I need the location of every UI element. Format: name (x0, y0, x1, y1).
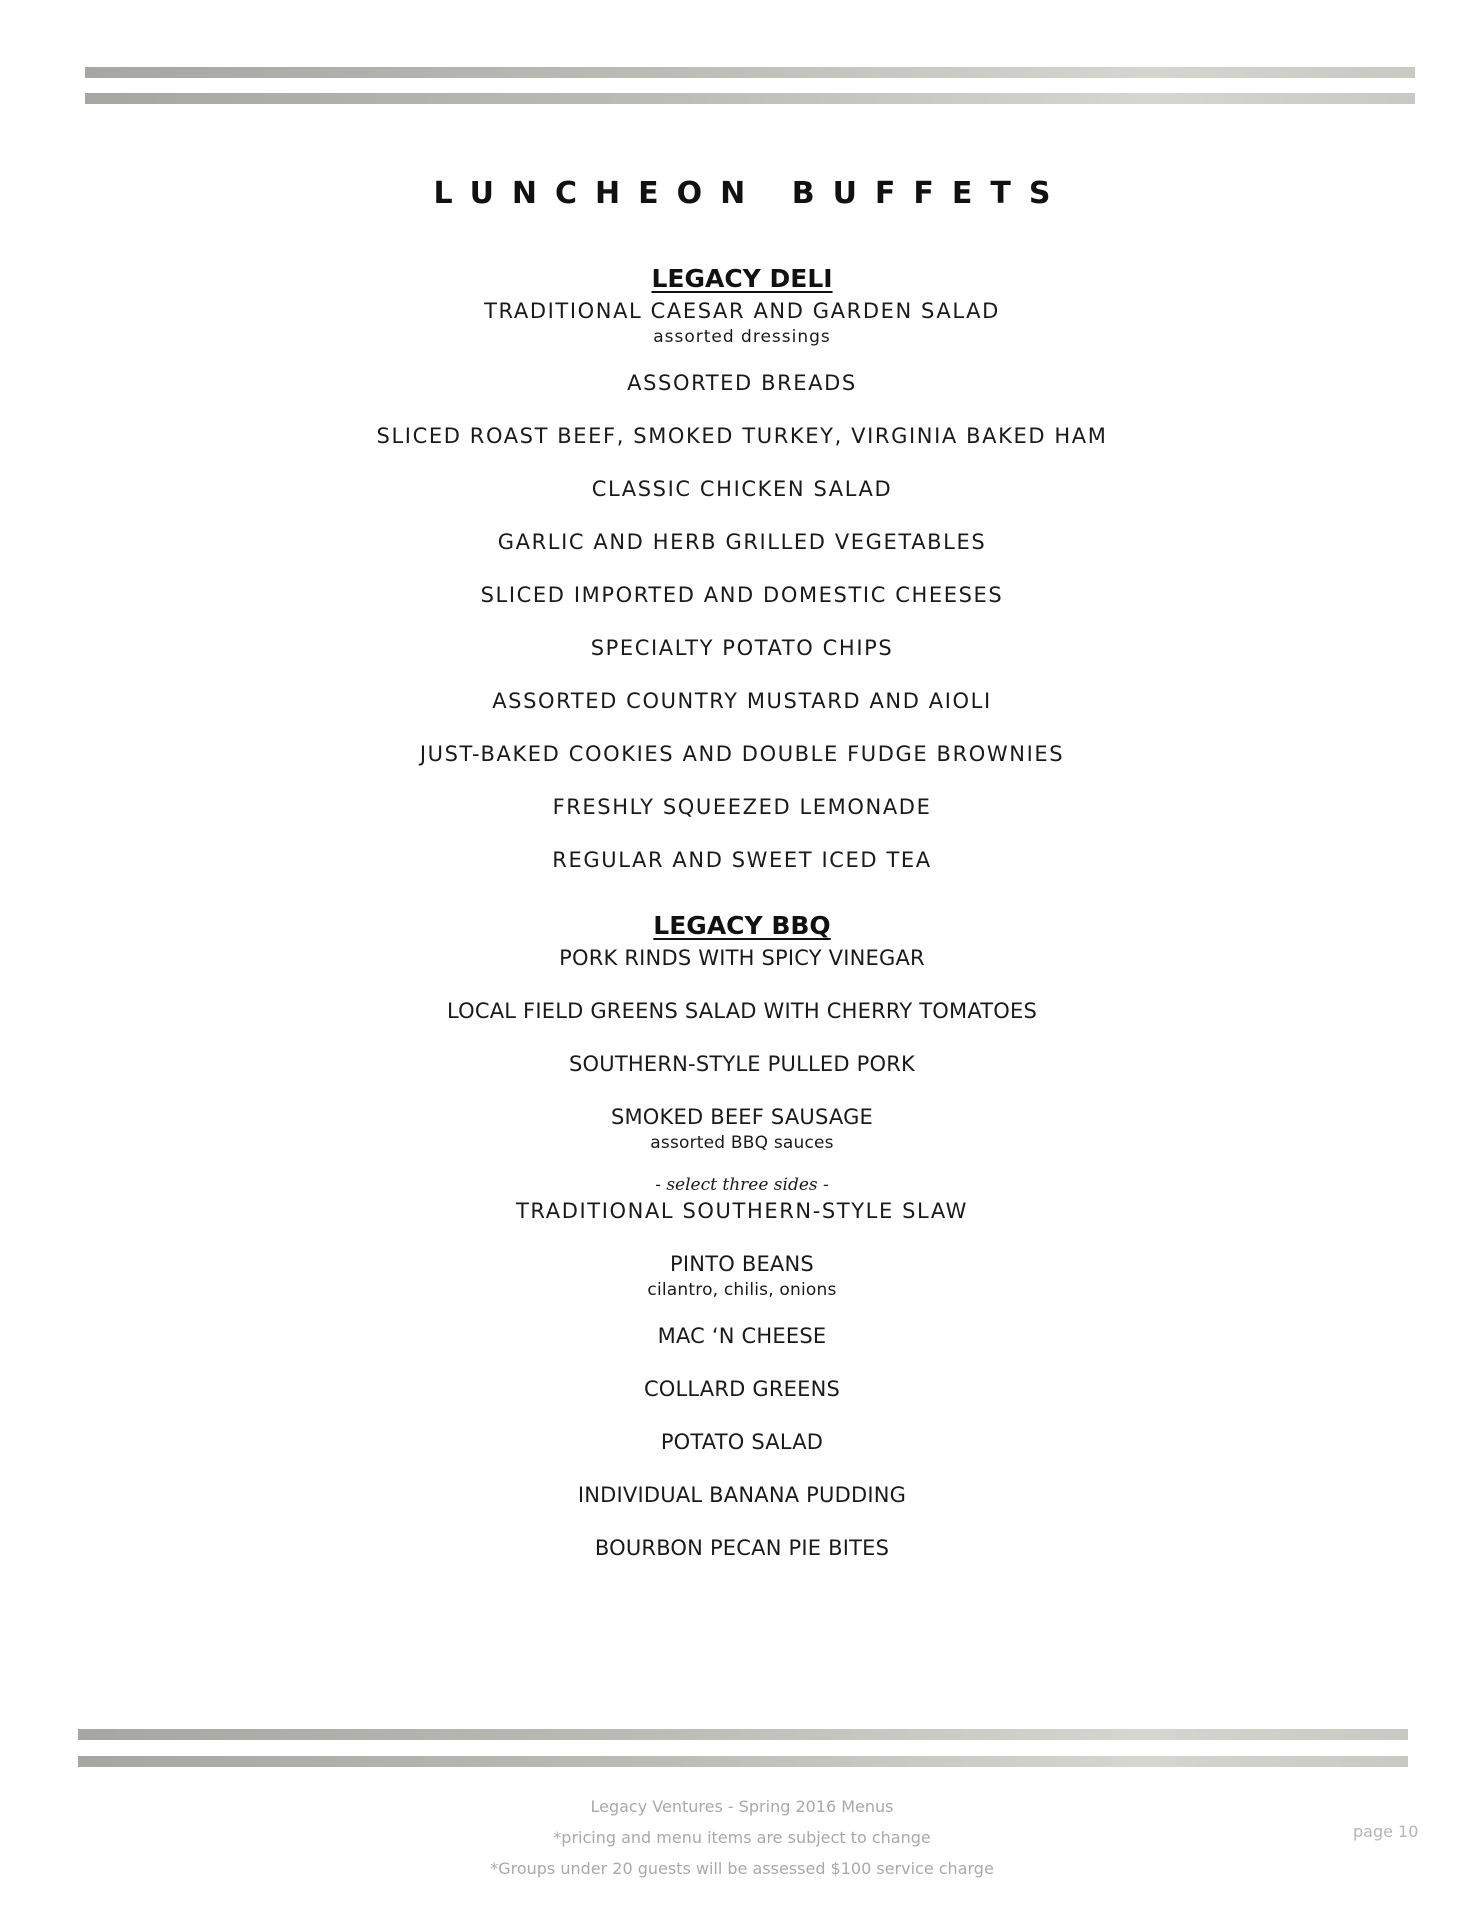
side-item-name: PINTO BEANS (670, 1252, 814, 1276)
menu-item (0, 1049, 1484, 1079)
menu-item (0, 1102, 1484, 1154)
side-item (0, 1249, 1484, 1301)
menu-item-name: ASSORTED BREADS (627, 371, 857, 395)
menu-item-name: LOCAL FIELD GREENS SALAD WITH CHERRY TOMATOES (446, 999, 1038, 1023)
menu-item (0, 686, 1484, 716)
menu-item (0, 792, 1484, 822)
menu-item (0, 739, 1484, 769)
side-item (0, 1196, 1484, 1226)
page-title: LUNCHEON BUFFETS (433, 176, 1069, 211)
menu-item-name: SLICED IMPORTED AND DOMESTIC CHEESES (480, 583, 1004, 607)
menu-content (0, 262, 1484, 1563)
side-item-name: INDIVIDUAL BANANA PUDDING (577, 1483, 907, 1507)
side-item-name: POTATO SALAD (660, 1430, 824, 1454)
side-item (0, 1427, 1484, 1457)
footer-pricing-note: *pricing and menu items are subject to change (553, 1828, 931, 1847)
menu-item-name: SMOKED BEEF SAUSAGE (610, 1105, 874, 1129)
side-item-name: BOURBON PECAN PIE BITES (594, 1536, 890, 1560)
menu-item-name: SLICED ROAST BEEF, SMOKED TURKEY, VIRGINIA BAKED HAM (376, 424, 1108, 448)
menu-item-name: FRESHLY SQUEEZED LEMONADE (552, 795, 932, 819)
bottom-decorative-bar-1 (78, 1729, 1408, 1740)
page-number: page 10 (1353, 1822, 1419, 1841)
menu-item (0, 474, 1484, 504)
menu-item (0, 633, 1484, 663)
side-item-name: COLLARD GREENS (643, 1377, 841, 1401)
menu-item-name: TRADITIONAL CAESAR AND GARDEN SALAD (484, 299, 1000, 323)
footer-service-charge-note: *Groups under 20 guests will be assessed $100 service charge (490, 1859, 994, 1878)
side-item (0, 1321, 1484, 1351)
menu-item (0, 368, 1484, 398)
footer-company-line: Legacy Ventures - Spring 2016 Menus (590, 1797, 894, 1816)
side-item-name: MAC ‘N CHEESE (657, 1324, 827, 1348)
menu-item-name: ASSORTED COUNTRY MUSTARD AND AIOLI (492, 689, 992, 713)
side-item (0, 1533, 1484, 1563)
menu-item-name: CLASSIC CHICKEN SALAD (591, 477, 893, 501)
menu-item (0, 421, 1484, 451)
menu-item-name: JUST-BAKED COOKIES AND DOUBLE FUDGE BROWNIES (419, 742, 1065, 766)
menu-item-name: SOUTHERN-STYLE PULLED PORK (569, 1052, 915, 1076)
section-title-legacy-deli: LEGACY DELI (651, 264, 833, 293)
legacy-deli-section (0, 262, 1484, 875)
menu-item-name: REGULAR AND SWEET ICED TEA (552, 848, 932, 872)
bottom-decorative-bar-2 (78, 1756, 1408, 1767)
menu-item (0, 943, 1484, 973)
menu-item-name: GARLIC AND HERB GRILLED VEGETABLES (497, 530, 987, 554)
side-item-name: TRADITIONAL SOUTHERN-STYLE SLAW (515, 1199, 968, 1223)
menu-item-name: SPECIALTY POTATO CHIPS (590, 636, 894, 660)
side-item (0, 1480, 1484, 1510)
menu-item (0, 527, 1484, 557)
menu-item (0, 296, 1484, 348)
section-title-legacy-bbq: LEGACY BBQ (653, 911, 831, 940)
top-decorative-bar-2 (85, 93, 1415, 104)
menu-item-name: PORK RINDS WITH SPICY VINEGAR (559, 946, 925, 970)
menu-item (0, 845, 1484, 875)
legacy-bbq-section (0, 909, 1484, 1563)
select-sides-note: - select three sides - (655, 1175, 829, 1195)
side-item (0, 1374, 1484, 1404)
top-decorative-bar-1 (85, 67, 1415, 78)
menu-item-note: assorted BBQ sauces (650, 1133, 834, 1153)
menu-item (0, 580, 1484, 610)
footer (0, 1791, 1484, 1884)
menu-item (0, 996, 1484, 1026)
menu-item-note: assorted dressings (653, 327, 831, 347)
side-item-note: cilantro, chilis, onions (647, 1280, 837, 1300)
